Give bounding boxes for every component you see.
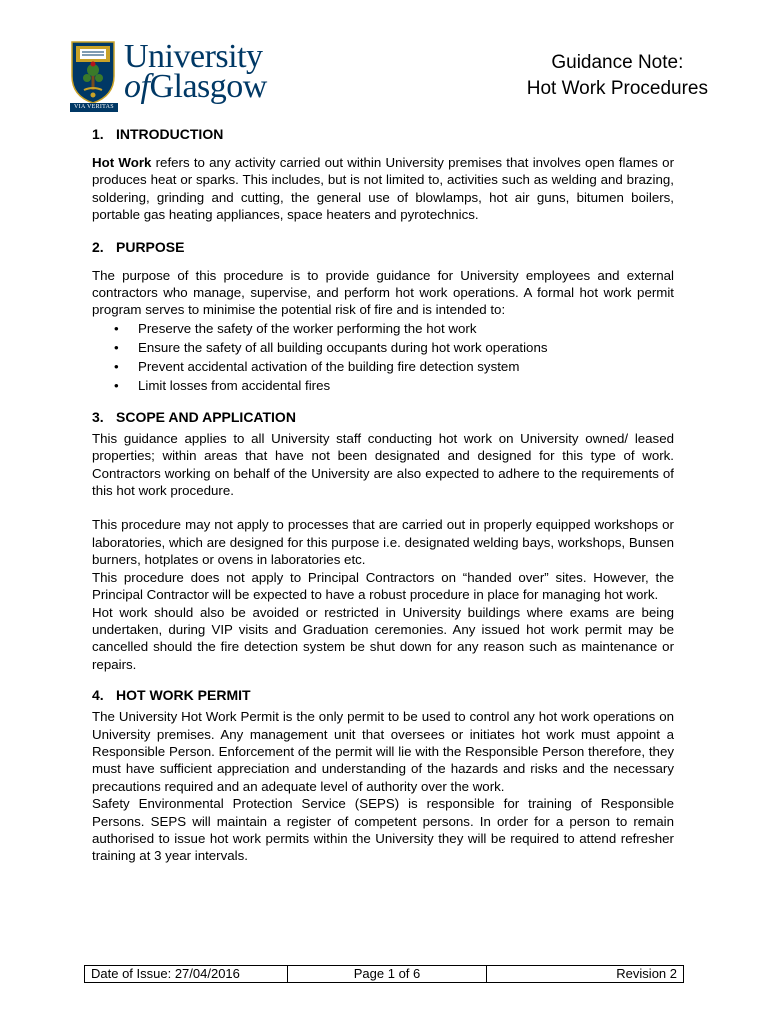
crest-motto: VIA VERITAS VITA <box>70 103 118 112</box>
section-title: INTRODUCTION <box>116 126 224 142</box>
section-title: HOT WORK PERMIT <box>116 687 251 704</box>
section-number: 2. <box>92 238 104 255</box>
logo-wordmark-of: of <box>124 68 150 105</box>
section-title: SCOPE AND APPLICATION <box>116 408 296 425</box>
title-line-1: Guidance Note: <box>551 52 684 73</box>
list-item: • Prevent accidental activation of the building fire detection system <box>92 357 674 376</box>
section-number: 3. <box>92 408 104 425</box>
document-body <box>92 125 674 865</box>
scope-paragraph-4: Hot work should also be avoided or restricted in University buildings where exams are being undertaken, during VIP visits and Graduation ceremonies. Any issued hot work permit may be cancelled should the fire detection system be shut down for any reason such as maintenance or repairs. <box>92 604 674 672</box>
logo-wordmark-glasgow <box>124 70 267 104</box>
section-heading-purpose <box>92 238 674 256</box>
logo-wordmark-university: University <box>124 38 263 75</box>
university-logo <box>70 40 280 120</box>
page-number: Page 1 of 6 <box>288 966 487 983</box>
title-line-2: Hot Work Procedures <box>526 78 708 99</box>
section-heading-scope <box>92 408 674 426</box>
list-item: • Limit losses from accidental fires <box>92 376 674 395</box>
scope-paragraph-3: This procedure does not apply to Principal Contractors on “handed over” sites. However, the Principal Contractor will be expected to have a robust procedure in place for managing hot work. <box>92 569 674 603</box>
revision: Revision 2 <box>487 966 684 983</box>
purpose-paragraph: The purpose of this procedure is to provide guidance for University employees and external contractors who manage, supervise, and perform hot work operations. A formal hot work permit program serves to minimise the potential risk of fire and is intended to: <box>92 267 674 318</box>
section-number: 1. <box>92 126 104 142</box>
section-heading-hot-work-permit <box>92 686 674 704</box>
permit-paragraph-2: Safety Environmental Protection Service (SEPS) is responsible for training of Responsible Persons. SEPS will maintain a register of competent persons. In order for a person to remain authorised to issue hot work permits within the University they will be required to attend refresher training at 3 year intervals. <box>92 796 674 864</box>
crest-icon <box>70 40 116 104</box>
scope-paragraph-1: This guidance applies to all University staff conducting hot work on University owned/ leased properties; within areas that have not been designated and designed for this type of work. Contractors working on behalf of the University are also expected to adhere to the requirements of this hot work procedure. <box>92 430 674 499</box>
scope-paragraph-2: This procedure may not apply to processes that are carried out in properly equipped workshops or laboratories, which are designed for this purpose i.e. designated welding bays, workshops, Bunsen burners, hotplates or ovens in laboratories etc. <box>92 517 674 568</box>
logo-wordmark-glasgow-text: Glasgow <box>149 68 267 105</box>
list-item: • Preserve the safety of the worker performing the hot work <box>92 319 674 338</box>
document-title <box>527 50 708 102</box>
list-item: • Ensure the safety of all building occupants during hot work operations <box>92 338 674 357</box>
intro-text: refers to any activity carried out within University premises that involves open flames or produces heat or sparks. This includes, but is not limited to, activities such as welding and brazing, soldering, grinding and cutting, the general use of blowlamps, hot air guns, bitumen boilers, portable gas heating appliances, space heaters and pyrotechnics. <box>92 155 674 223</box>
section-title: PURPOSE <box>116 238 185 255</box>
section-heading-introduction <box>92 125 674 143</box>
permit-paragraph-1: The University Hot Work Permit is the only permit to be used to control any hot work operations on University premises. Any management unit that oversees or initiates hot work must appoint a Responsible Person. Enforcement of the permit will lie with the Responsible Person therefore, they must have sufficient appreciation and understanding of the hazards and risks and the necessary precautions required and an adequate level of authority over the work. <box>92 709 674 794</box>
hot-work-term: Hot Work <box>92 155 152 170</box>
purpose-bullet-list <box>92 319 674 395</box>
section-number: 4. <box>92 687 104 704</box>
date-of-issue: Date of Issue: 27/04/2016 <box>85 966 288 983</box>
intro-paragraph <box>92 154 674 224</box>
page-footer <box>84 965 684 983</box>
